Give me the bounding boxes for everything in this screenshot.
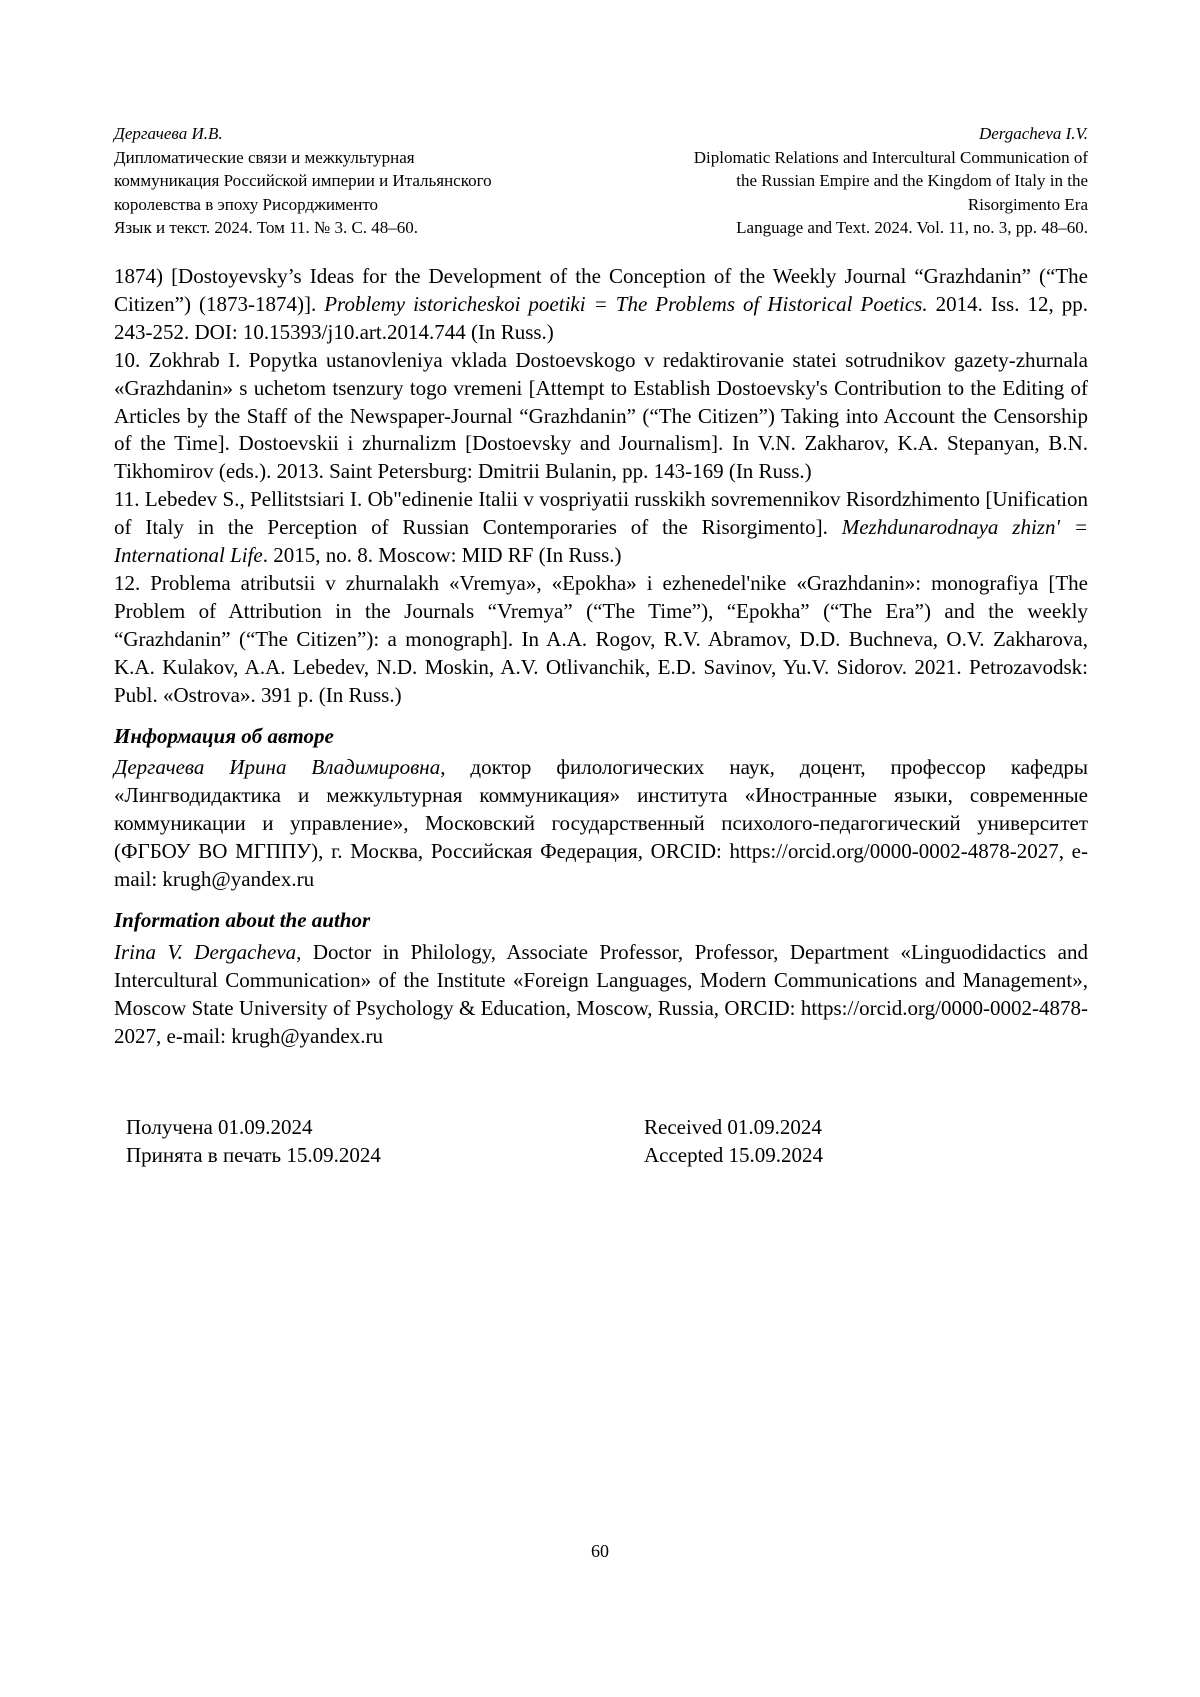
reference-12: 12. Problema atributsii v zhurnalakh «Vremya», «Epokha» i ezhenedel'nike «Grazhdanin»: monografiya [The Problem of Attribution in the Journals “Vremya” (“The Time”), “Epokha” (“The Era”) and the weekly “Grazhdanin” (“The Citizen”): a monograph]. In A.A. Rogov, R.V. Abramov, D.D. Buchneva, O.V. Zakharova, K.A. Kulakov, A.A. Lebedev, N.D. Moskin, A.V. Otlivanchik, E.D. Savinov, Yu.V. Sidorov. 2021. Petrozavodsk: Publ. «Ostrova». 391 p. (In Russ.) [114,570,1088,710]
header-ru-title-line: королевства в эпоху Рисорджименто [114,193,604,217]
author-info-ru [114,754,1088,894]
header-ru-citation: Язык и текст. 2024. Том 11. № 3. С. 48–60. [114,216,604,240]
header-ru-title-line: коммуникация Российской империи и Итальянского [114,169,604,193]
dates-en [644,1113,823,1169]
page-number: 60 [0,1541,1200,1562]
reference-journal: Problemy istoricheskoi poetiki = The Problems of Historical Poetics. [324,292,927,316]
reference-text: 11. Lebedev S., Pellitstsiari I. Ob"edinenie Italii v vospriyatii russkikh sovremennikov Risordzhimento [Unification of Italy in the Perception of Russian Contemporaries of the Risorgimento]. [114,487,1088,539]
main-content [114,263,1088,1050]
author-details-en: Doctor in Philology, Associate Professor, Professor, Department «Linguodidactics and Intercultural Communication» of the Institute «Foreign Languages, Modern Communications and Management», Moscow State University of Psychology & Education, Moscow, Russia, ORCID: https://orcid.org/0000-0002-4878-2027, e-mail: krugh@yandex.ru [114,940,1088,1048]
header-en-title-line: Risorgimento Era [598,193,1088,217]
author-details-ru: доктор филологических наук, доцент, профессор кафедры «Лингводидактика и межкультурная коммуникация» института «Иностранные языки, современные коммуникации и управление», Московский государственный психолого-педагогический университет (ФГБОУ ВО МГППУ), г. Москва, Российская Федерация, ORCID: https://orcid.org/0000-0002-4878-2027, e-mail: krugh@yandex.ru [114,755,1088,891]
header-ru [114,122,604,240]
header-en-citation: Language and Text. 2024. Vol. 11, no. 3, pp. 48–60. [598,216,1088,240]
reference-text: 1874) [Dostoyevsky’s Ideas for the Development of the Conception of the Weekly Journal “Grazhdanin” (“The Citizen”) (1873-1874)]. [114,264,1088,316]
author-info-ru-heading: Информация об авторе [114,723,1088,751]
reference-10: 10. Zokhrab I. Popytka ustanovleniya vklada Dostoevskogo v redaktirovanie statei sotrudnikov gazety-zhurnala «Grazhdanin» s uchetom tsenzury togo vremeni [Attempt to Establish Dostoevsky's Contribution to the Editing of Articles by the Staff of the Newspaper-Journal “Grazhdanin” (“The Citizen”) Taking into Account the Censorship of the Time]. Dostoevskii i zhurnalizm [Dostoevsky and Journalism]. In V.N. Zakharov, K.A. Stepanyan, B.N. Tikhomirov (eds.). 2013. Saint Petersburg: Dmitrii Bulanin, pp. 143-169 (In Russ.) [114,347,1088,487]
header-en-title-line: Diplomatic Relations and Intercultural Communication of [598,146,1088,170]
reference-text: 2014. Iss. 12, pp. 243-252. DOI: 10.15393/j10.art.2014.744 (In Russ.) [114,292,1088,344]
dates-ru [126,1113,381,1169]
accepted-date-en: Accepted 15.09.2024 [644,1141,823,1169]
header-ru-title-line: Дипломатические связи и межкультурная [114,146,604,170]
author-name-en: Irina V. Dergacheva, [114,940,301,964]
header-en-author: Dergacheva I.V. [598,122,1088,146]
received-date-ru: Получена 01.09.2024 [126,1113,381,1141]
accepted-date-ru: Принята в печать 15.09.2024 [126,1141,381,1169]
author-name-ru: Дергачева Ирина Владимировна, [114,755,445,779]
author-info-en [114,939,1088,1051]
header-ru-author: Дергачева И.В. [114,122,604,146]
received-date-en: Received 01.09.2024 [644,1113,823,1141]
reference-9-continued [114,263,1088,347]
header-en-title-line: the Russian Empire and the Kingdom of Italy in the [598,169,1088,193]
reference-journal: Mezhdunarodnaya zhizn' = International Life [114,515,1088,567]
reference-11 [114,486,1088,570]
reference-text: . 2015, no. 8. Moscow: MID RF (In Russ.) [263,543,622,567]
author-info-en-heading: Information about the author [114,907,1088,935]
header-en [598,122,1088,240]
